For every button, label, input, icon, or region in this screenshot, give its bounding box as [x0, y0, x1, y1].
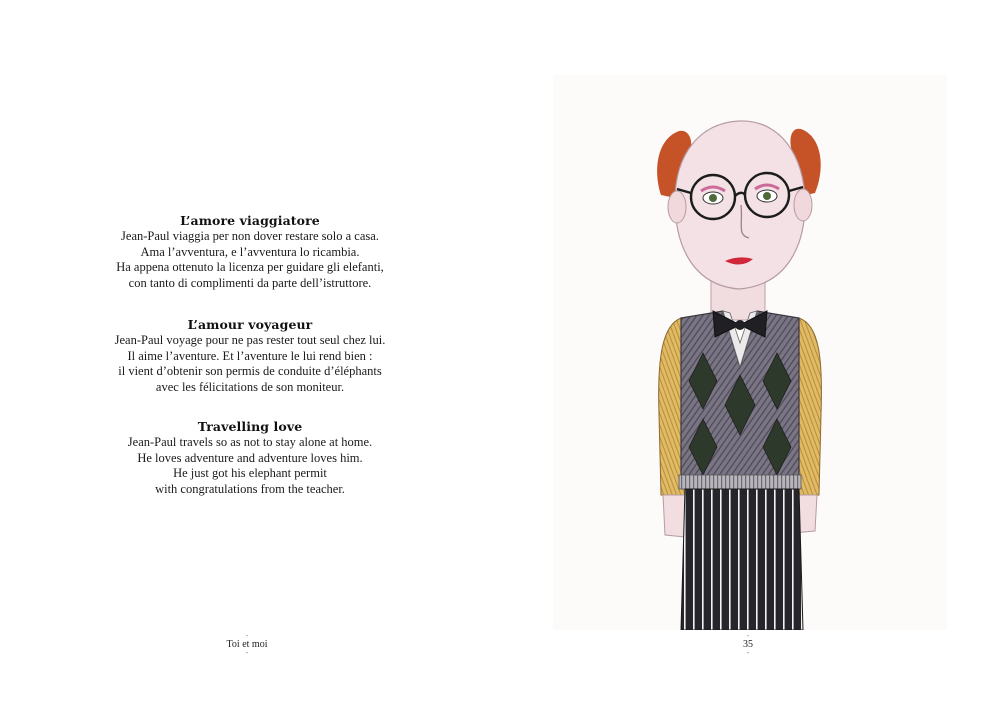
page-number: 35	[743, 639, 753, 650]
poem-english	[0, 419, 500, 497]
vest-hem	[679, 475, 801, 489]
man-portrait-illustration	[553, 75, 947, 630]
poem-line: Jean-Paul voyage pour ne pas rester tout seul chez lui.	[114, 333, 386, 347]
poem-title: Travelling love	[197, 419, 303, 434]
poem-line: con tanto di complimenti da parte dell’istruttore.	[128, 275, 372, 290]
footer-left-text: Toi et moi	[226, 639, 268, 650]
poem-line: Ama l’avventura, e l’avventura lo ricambia.	[140, 244, 360, 259]
poem-italian	[0, 213, 500, 291]
poem-line: Jean-Paul viaggia per non dover restare solo a casa.	[121, 229, 379, 243]
poem-line: Il aime l’aventure. Et l’aventure le lui rend bien :	[127, 348, 373, 363]
footer-book-title	[222, 633, 272, 656]
poem-line: with congratulations from the teacher.	[155, 481, 345, 496]
footer-tick: -	[746, 648, 750, 657]
poem-line: Ha appena ottenuto la licenza per guidare gli elefanti,	[116, 260, 384, 275]
footer-tick: -	[746, 631, 750, 640]
footer-page-number	[733, 633, 763, 656]
poem-line: He loves adventure and adventure loves him.	[137, 450, 363, 465]
trousers	[681, 489, 803, 630]
poem-line: Jean-Paul travels so as not to stay alone at home.	[127, 435, 373, 449]
footer-tick: -	[245, 648, 249, 657]
poem-title: L’amour voyageur	[187, 317, 313, 332]
poem-title: L’amore viaggiatore	[180, 213, 320, 228]
poem-french	[0, 317, 500, 395]
poem-line: il vient d’obtenir son permis de conduite d’éléphants	[118, 364, 382, 379]
poem-line: avec les félicitations de son moniteur.	[155, 379, 345, 394]
footer-tick: -	[245, 631, 249, 640]
poem-line: He just got his elephant permit	[173, 466, 327, 481]
